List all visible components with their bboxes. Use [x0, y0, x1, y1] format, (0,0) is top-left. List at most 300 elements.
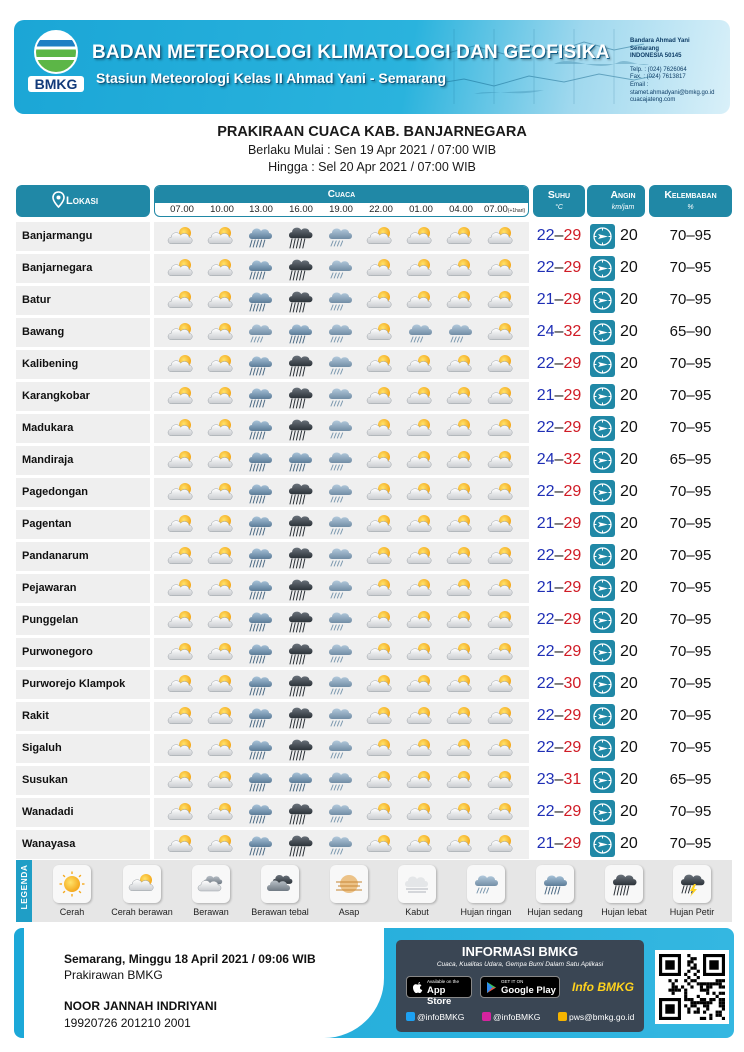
temp-min: 24	[536, 323, 555, 340]
wind-direction-icon	[590, 256, 615, 281]
light-rain-icon	[323, 480, 357, 506]
moderate-rain-icon	[283, 768, 317, 794]
partly-cloudy-icon	[443, 224, 477, 250]
humidity-cell	[649, 318, 732, 347]
wind-speed: 20	[620, 323, 638, 340]
wind-direction-icon	[590, 544, 615, 569]
heavy-rain-icon	[283, 288, 317, 314]
moderate-rain-icon	[243, 672, 277, 698]
app-store-badge[interactable]: Available on the App Store	[406, 976, 472, 998]
temp-max: 29	[563, 611, 582, 628]
humidity-value: 70–95	[669, 227, 712, 244]
partly-cloudy-icon	[363, 704, 397, 730]
table-row	[16, 798, 732, 827]
location-name: Pandanarum	[22, 550, 89, 562]
partly-cloudy-icon	[363, 320, 397, 346]
table-row	[16, 606, 732, 635]
temp-min: 24	[536, 451, 555, 468]
table-row	[16, 574, 732, 603]
light-rain-icon	[323, 288, 357, 314]
partly-cloudy-icon	[443, 672, 477, 698]
temp-min: 22	[536, 355, 555, 372]
partly-cloudy-icon	[443, 576, 477, 602]
temp-max: 29	[563, 579, 582, 596]
legend-label: Hujan sedang	[527, 907, 583, 917]
location-name: Rakit	[22, 710, 49, 722]
partly-cloudy-icon	[443, 512, 477, 538]
valid-from: Berlaku Mulai : Sen 19 Apr 2021 / 07:00 WIB	[247, 143, 497, 157]
partly-cloudy-icon	[443, 768, 477, 794]
temperature-cell: 22–29	[533, 702, 585, 731]
location-cell	[16, 798, 150, 827]
humidity-value: 70–95	[669, 675, 712, 692]
partly-cloudy-icon	[363, 416, 397, 442]
humidity-value: 70–95	[669, 419, 712, 436]
partly-cloudy-icon	[403, 224, 437, 250]
wind-direction-icon	[590, 352, 615, 377]
wind-direction-icon	[590, 640, 615, 665]
humidity-value: 70–95	[669, 739, 712, 756]
partly-cloudy-icon	[484, 320, 518, 346]
location-cell	[16, 382, 150, 411]
location-name: Purwonegoro	[22, 646, 93, 658]
light-rain-icon	[323, 448, 357, 474]
legend-item	[515, 865, 595, 917]
partly-cloudy-icon	[484, 736, 518, 762]
partly-cloudy-icon	[484, 256, 518, 282]
moderate-rain-icon	[243, 384, 277, 410]
humidity-cell	[649, 542, 732, 571]
light-rain-icon	[323, 704, 357, 730]
location-name: Banjarmangu	[22, 230, 93, 242]
instagram-icon	[482, 1012, 491, 1021]
temp-max: 29	[563, 739, 582, 756]
moderate-rain-icon	[243, 800, 277, 826]
weather-cell	[154, 638, 529, 667]
wind-cell	[587, 414, 645, 443]
location-name: Wanayasa	[22, 838, 76, 850]
partly-cloudy-icon	[363, 608, 397, 634]
temperature-cell: 24–32	[533, 446, 585, 475]
partly-cloudy-icon	[484, 544, 518, 570]
partly-cloudy-icon	[403, 480, 437, 506]
wind-direction-icon	[590, 384, 615, 409]
humidity-cell	[649, 446, 732, 475]
temp-max: 31	[563, 771, 582, 788]
location-name: Mandiraja	[22, 454, 74, 466]
light-rain-icon	[323, 352, 357, 378]
partly-cloudy-icon	[164, 768, 198, 794]
temp-min: 22	[536, 547, 555, 564]
station-address: Bandara Ahmad Yani Semarang INDONESIA 50145 Telp. : (024) 7626064 Fax. : (024) 7613817 Email : stamet.ahmadyani@bmkg.go.id cuacajateng.com	[630, 38, 715, 104]
partly-cloudy-icon	[443, 352, 477, 378]
wind-speed: 20	[620, 611, 638, 628]
wind-direction-icon	[590, 704, 615, 729]
temp-min: 21	[536, 835, 555, 852]
table-row	[16, 542, 732, 571]
partly-cloudy-icon	[164, 416, 198, 442]
cloudy-icon	[192, 865, 230, 903]
humidity-cell	[649, 478, 732, 507]
partly-cloudy-icon	[484, 800, 518, 826]
partly-cloudy-icon	[443, 416, 477, 442]
light-rain-icon	[403, 320, 437, 346]
partly-cloudy-icon	[164, 256, 198, 282]
partly-cloudy-icon	[164, 800, 198, 826]
temp-max: 29	[563, 227, 582, 244]
light-rain-icon	[323, 576, 357, 602]
header-banner	[14, 20, 730, 114]
humidity-cell	[649, 286, 732, 315]
temperature-cell: 22–29	[533, 222, 585, 251]
temperature-cell: 22–29	[533, 350, 585, 379]
legend-item	[171, 865, 251, 917]
location-cell	[16, 766, 150, 795]
legend-label: Asap	[338, 907, 360, 917]
wind-direction-icon	[590, 512, 615, 537]
legend-item	[102, 865, 182, 917]
partly-cloudy-icon	[443, 800, 477, 826]
location-name: Pejawaran	[22, 582, 77, 594]
temp-max: 29	[563, 835, 582, 852]
partly-cloudy-icon	[484, 224, 518, 250]
light-rain-icon	[323, 416, 357, 442]
partly-cloudy-icon	[443, 384, 477, 410]
wind-speed: 20	[620, 579, 638, 596]
partly-cloudy-icon	[363, 800, 397, 826]
temperature-cell: 22–29	[533, 542, 585, 571]
partly-cloudy-icon	[204, 832, 238, 858]
qr-code[interactable]	[655, 950, 729, 1024]
twitter-handle[interactable]: @infoBMKG	[406, 1012, 464, 1022]
moderate-rain-icon	[243, 768, 277, 794]
legend-item	[652, 865, 732, 917]
wind-speed: 20	[620, 451, 638, 468]
partly-cloudy-icon	[484, 672, 518, 698]
partly-cloudy-icon	[204, 640, 238, 666]
humidity-cell	[649, 510, 732, 539]
temp-min: 22	[536, 675, 555, 692]
light-rain-icon	[323, 832, 357, 858]
table-row	[16, 766, 732, 795]
temperature-cell: 22–29	[533, 734, 585, 763]
partly-cloudy-icon	[164, 576, 198, 602]
heavy-rain-icon	[283, 480, 317, 506]
wind-direction-icon	[590, 736, 615, 761]
valid-to: Hingga : Sel 20 Apr 2021 / 07:00 WIB	[268, 160, 476, 174]
temp-min: 22	[536, 739, 555, 756]
partly-cloudy-icon	[164, 672, 198, 698]
light-rain-icon	[323, 384, 357, 410]
partly-cloudy-icon	[363, 448, 397, 474]
station-name: Stasiun Meteorologi Kelas II Ahmad Yani - Semarang	[96, 70, 447, 86]
partly-cloudy-icon	[403, 288, 437, 314]
weather-cell	[154, 766, 529, 795]
time-label-0: 07.00	[170, 204, 194, 215]
weather-cell	[154, 350, 529, 379]
partly-cloudy-icon	[363, 256, 397, 282]
location-cell	[16, 478, 150, 507]
heavy-rain-icon	[283, 608, 317, 634]
legend-label: Berawan	[193, 907, 229, 917]
location-cell	[16, 222, 150, 251]
partly-cloudy-icon	[443, 640, 477, 666]
forecast-title: PRAKIRAAN CUACA KAB. BANJARNEGARA	[217, 124, 527, 140]
temperature-cell: 22–30	[533, 670, 585, 699]
partly-cloudy-icon	[123, 865, 161, 903]
partly-cloudy-icon	[484, 416, 518, 442]
humidity-cell	[649, 670, 732, 699]
location-name: Madukara	[22, 422, 74, 434]
moderate-rain-icon	[243, 704, 277, 730]
table-row	[16, 670, 732, 699]
temp-max: 32	[563, 323, 582, 340]
moderate-rain-icon	[243, 736, 277, 762]
partly-cloudy-icon	[443, 608, 477, 634]
partly-cloudy-icon	[403, 640, 437, 666]
partly-cloudy-icon	[363, 576, 397, 602]
partly-cloudy-icon	[164, 736, 198, 762]
partly-cloudy-icon	[403, 704, 437, 730]
location-cell	[16, 350, 150, 379]
partly-cloudy-icon	[484, 832, 518, 858]
humidity-value: 70–95	[669, 803, 712, 820]
wind-speed: 20	[620, 547, 638, 564]
location-name: Punggelan	[22, 614, 79, 626]
location-name: Kalibening	[22, 358, 79, 370]
apple-icon	[412, 981, 423, 994]
humidity-cell	[649, 734, 732, 763]
wind-speed: 20	[620, 419, 638, 436]
overcast-icon	[261, 865, 299, 903]
wind-cell	[587, 830, 645, 859]
instagram-handle[interactable]: @infoBMKG	[482, 1012, 540, 1022]
bmkg-logo: BMKG	[28, 30, 84, 104]
location-name: Batur	[22, 294, 51, 306]
humidity-cell	[649, 638, 732, 667]
weather-cell	[154, 830, 529, 859]
partly-cloudy-icon	[204, 448, 238, 474]
google-play-badge[interactable]: GET IT ON Google Play	[480, 976, 560, 998]
column-header-lokasi: Lokasi	[16, 185, 150, 217]
heavy-rain-icon	[283, 704, 317, 730]
partly-cloudy-icon	[204, 480, 238, 506]
partly-cloudy-icon	[403, 384, 437, 410]
moderate-rain-icon	[283, 320, 317, 346]
partly-cloudy-icon	[403, 608, 437, 634]
legend-item	[240, 865, 320, 917]
legend-label: Hujan lebat	[601, 907, 647, 917]
time-label-4: 19.00	[329, 204, 353, 215]
legend-item	[446, 865, 526, 917]
humidity-cell	[649, 766, 732, 795]
weather-cell	[154, 254, 529, 283]
temperature-cell: 22–29	[533, 798, 585, 827]
partly-cloudy-icon	[403, 256, 437, 282]
table-row	[16, 734, 732, 763]
temp-max: 29	[563, 355, 582, 372]
partly-cloudy-icon	[204, 352, 238, 378]
partly-cloudy-icon	[164, 832, 198, 858]
weather-cell	[154, 382, 529, 411]
weather-cell	[154, 478, 529, 507]
partly-cloudy-icon	[164, 608, 198, 634]
location-cell	[16, 510, 150, 539]
time-label-5: 22.00	[369, 204, 393, 215]
map-background	[434, 24, 654, 110]
light-rain-icon	[323, 256, 357, 282]
forecast-table	[16, 222, 732, 862]
partly-cloudy-icon	[443, 288, 477, 314]
temperature-cell: 22–29	[533, 638, 585, 667]
temp-min: 23	[536, 771, 555, 788]
weather-cell	[154, 542, 529, 571]
location-cell	[16, 318, 150, 347]
time-label-2: 13.00	[249, 204, 273, 215]
moderate-rain-icon	[243, 352, 277, 378]
humidity-value: 70–95	[669, 355, 712, 372]
weather-cell	[154, 734, 529, 763]
wind-cell	[587, 638, 645, 667]
partly-cloudy-icon	[204, 512, 238, 538]
partly-cloudy-icon	[363, 768, 397, 794]
partly-cloudy-icon	[164, 704, 198, 730]
location-cell	[16, 734, 150, 763]
table-row	[16, 382, 732, 411]
location-cell	[16, 542, 150, 571]
temperature-cell: 21–29	[533, 830, 585, 859]
humidity-cell	[649, 702, 732, 731]
wind-speed: 20	[620, 835, 638, 852]
partly-cloudy-icon	[164, 352, 198, 378]
weather-cell	[154, 574, 529, 603]
location-name: Wanadadi	[22, 806, 74, 818]
partly-cloudy-icon	[443, 448, 477, 474]
humidity-value: 70–95	[669, 835, 712, 852]
moderate-rain-icon	[243, 416, 277, 442]
humidity-value: 65–90	[669, 323, 712, 340]
forecaster-nip: 19920726 201210 2001	[64, 1016, 191, 1030]
column-header-suhu: Suhu °C	[533, 185, 585, 217]
table-row	[16, 702, 732, 731]
time-label-8: 07.00(+1hari)	[484, 204, 526, 215]
wind-direction-icon	[590, 832, 615, 857]
temp-max: 29	[563, 547, 582, 564]
temp-min: 22	[536, 643, 555, 660]
partly-cloudy-icon	[403, 768, 437, 794]
moderate-rain-icon	[243, 832, 277, 858]
temperature-cell: 22–29	[533, 254, 585, 283]
wind-cell	[587, 318, 645, 347]
heavy-rain-icon	[283, 800, 317, 826]
legend-label: Hujan ringan	[460, 907, 512, 917]
partly-cloudy-icon	[363, 224, 397, 250]
partly-cloudy-icon	[204, 288, 238, 314]
heavy-rain-icon	[283, 352, 317, 378]
light-rain-icon	[323, 672, 357, 698]
partly-cloudy-icon	[363, 480, 397, 506]
heavy-rain-icon	[283, 832, 317, 858]
humidity-value: 65–95	[669, 771, 712, 788]
wind-cell	[587, 734, 645, 763]
temp-max: 29	[563, 387, 582, 404]
legend-label: Hujan Petir	[669, 907, 715, 917]
light-rain-icon	[323, 800, 357, 826]
issuer-panel	[24, 928, 384, 1038]
partly-cloudy-icon	[403, 416, 437, 442]
location-pin-icon	[52, 191, 65, 208]
wind-cell	[587, 254, 645, 283]
wind-speed: 20	[620, 803, 638, 820]
table-row	[16, 318, 732, 347]
moderate-rain-icon	[243, 640, 277, 666]
wind-cell	[587, 798, 645, 827]
wind-cell	[587, 222, 645, 251]
wind-direction-icon	[590, 288, 615, 313]
partly-cloudy-icon	[204, 224, 238, 250]
time-label-3: 16.00	[289, 204, 313, 215]
time-label-7: 04.00	[449, 204, 473, 215]
wind-cell	[587, 606, 645, 635]
forecast-times	[155, 204, 528, 217]
legend-item	[32, 865, 112, 917]
partly-cloudy-icon	[403, 672, 437, 698]
location-cell	[16, 606, 150, 635]
partly-cloudy-icon	[204, 320, 238, 346]
legend-side-label: LEGENDA	[16, 860, 32, 922]
temp-min: 21	[536, 515, 555, 532]
light-rain-icon	[323, 320, 357, 346]
partly-cloudy-icon	[164, 640, 198, 666]
partly-cloudy-icon	[204, 704, 238, 730]
partly-cloudy-icon	[484, 352, 518, 378]
wind-speed: 20	[620, 771, 638, 788]
wind-cell	[587, 670, 645, 699]
table-row	[16, 286, 732, 315]
table-row	[16, 254, 732, 283]
wind-direction-icon	[590, 416, 615, 441]
temp-max: 29	[563, 803, 582, 820]
partly-cloudy-icon	[403, 576, 437, 602]
moderate-rain-icon	[243, 512, 277, 538]
heavy-rain-icon	[283, 416, 317, 442]
wind-direction-icon	[590, 320, 615, 345]
moderate-rain-icon	[243, 544, 277, 570]
wind-cell	[587, 766, 645, 795]
humidity-value: 70–95	[669, 579, 712, 596]
humidity-cell	[649, 382, 732, 411]
heavy-rain-icon	[283, 256, 317, 282]
partly-cloudy-icon	[484, 448, 518, 474]
humidity-value: 70–95	[669, 387, 712, 404]
wind-cell	[587, 286, 645, 315]
temp-max: 29	[563, 291, 582, 308]
partly-cloudy-icon	[484, 768, 518, 794]
weather-cell	[154, 606, 529, 635]
moderate-rain-icon	[243, 288, 277, 314]
fog-icon	[398, 865, 436, 903]
wind-direction-icon	[590, 224, 615, 249]
table-row	[16, 414, 732, 443]
legend-label: Berawan tebal	[251, 907, 309, 917]
location-cell	[16, 446, 150, 475]
heavy-rain-icon	[605, 865, 643, 903]
light-rain-icon	[323, 224, 357, 250]
email-address[interactable]: pws@bmkg.go.id	[558, 1012, 634, 1022]
table-row	[16, 222, 732, 251]
qr-code-image	[659, 954, 725, 1020]
partly-cloudy-icon	[484, 704, 518, 730]
